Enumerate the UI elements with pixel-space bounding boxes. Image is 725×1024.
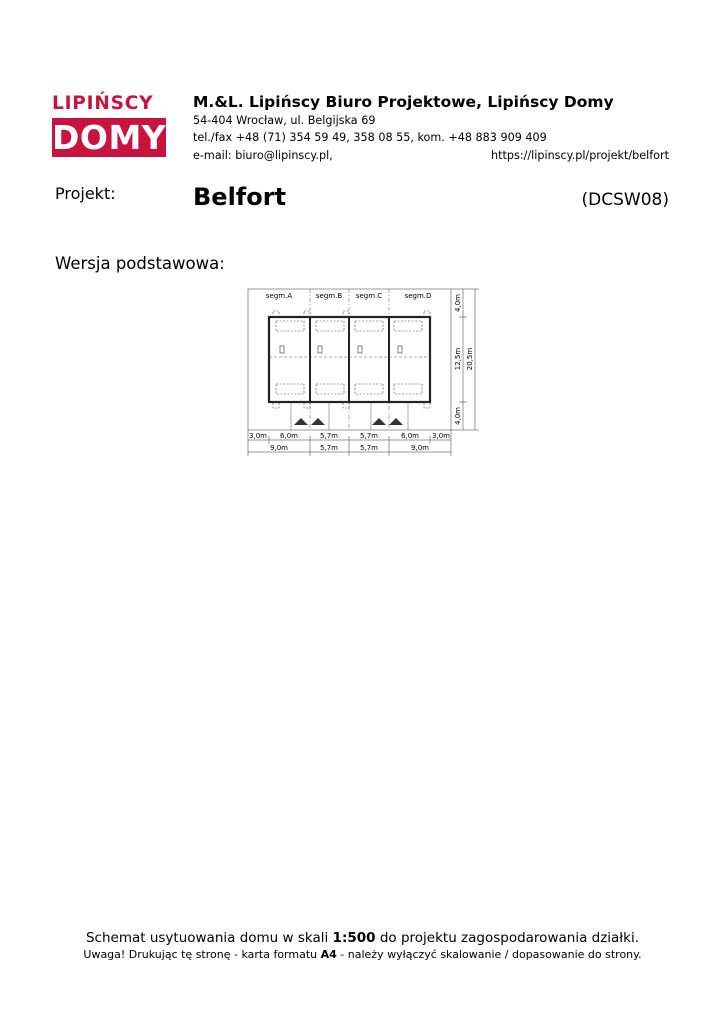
scale-note [0,930,725,946]
driveways [291,402,408,430]
segment-label-a: segm.A [265,292,293,300]
segment-label-b: segm.B [315,292,343,300]
version-label: Wersja podstawowa: [55,254,225,273]
site-plan-diagram [240,285,480,460]
stair-marks [280,346,402,353]
dim-total-depth: 20,5m [466,347,474,371]
print-warning-pre: Uwaga! Drukując tę stronę - karta formatu [83,948,321,961]
company-phone: tel./fax +48 (71) 354 59 49, 358 08 55, kom. +48 883 909 409 [193,131,547,144]
print-warning-post: - należy wyłączyć skalowanie / dopasowanie do strony. [336,948,642,961]
company-email: e-mail: biuro@lipinscy.pl, [193,149,333,162]
dim-12-5m: 12,5m [454,347,462,371]
segment-label-d: segm.D [404,292,432,300]
dim-5-7m-c: 5,7m [360,432,378,440]
print-warning [0,948,725,961]
dim-4m-bottom: 4,0m [454,407,462,425]
dim-5-7m-b-2: 5,7m [320,444,338,452]
dim-6m-right: 6,0m [401,432,419,440]
dim-9m-left: 9,0m [270,444,288,452]
dim-6m-left: 6,0m [280,432,298,440]
dim-3m-right: 3,0m [432,432,450,440]
scale-note-pre: Schemat usytuowania domu w skali [85,930,333,946]
building-walls [310,317,389,402]
entrance-arrows [294,418,403,425]
project-code: (DCSW08) [581,190,669,210]
dashed-areas [273,311,430,408]
scale-value: 1:500 [332,930,376,946]
dim-5-7m-c-2: 5,7m [360,444,378,452]
paper-format: A4 [320,948,337,961]
project-label: Projekt: [55,184,116,203]
scale-note-post: do projektu zagospodarowania działki. [375,930,640,946]
project-name: Belfort [193,183,287,211]
company-name: M.&L. Lipińscy Biuro Projektowe, Lipińscy Domy [193,93,614,111]
project-url[interactable]: https://lipinscy.pl/projekt/belfort [491,149,669,162]
logo-top-text: LIPIŃSCY [52,93,154,114]
logo-bottom-text: DOMY [52,118,167,157]
segment-label-c: segm.C [355,292,383,300]
company-address: 54-404 Wrocław, ul. Belgijska 69 [193,114,376,127]
bottom-dimension-lines [248,430,451,456]
dim-5-7m-b: 5,7m [320,432,338,440]
dim-9m-right: 9,0m [411,444,429,452]
dim-4m-top: 4,0m [454,294,462,312]
company-logo [52,94,166,158]
dim-3m-left: 3,0m [249,432,267,440]
